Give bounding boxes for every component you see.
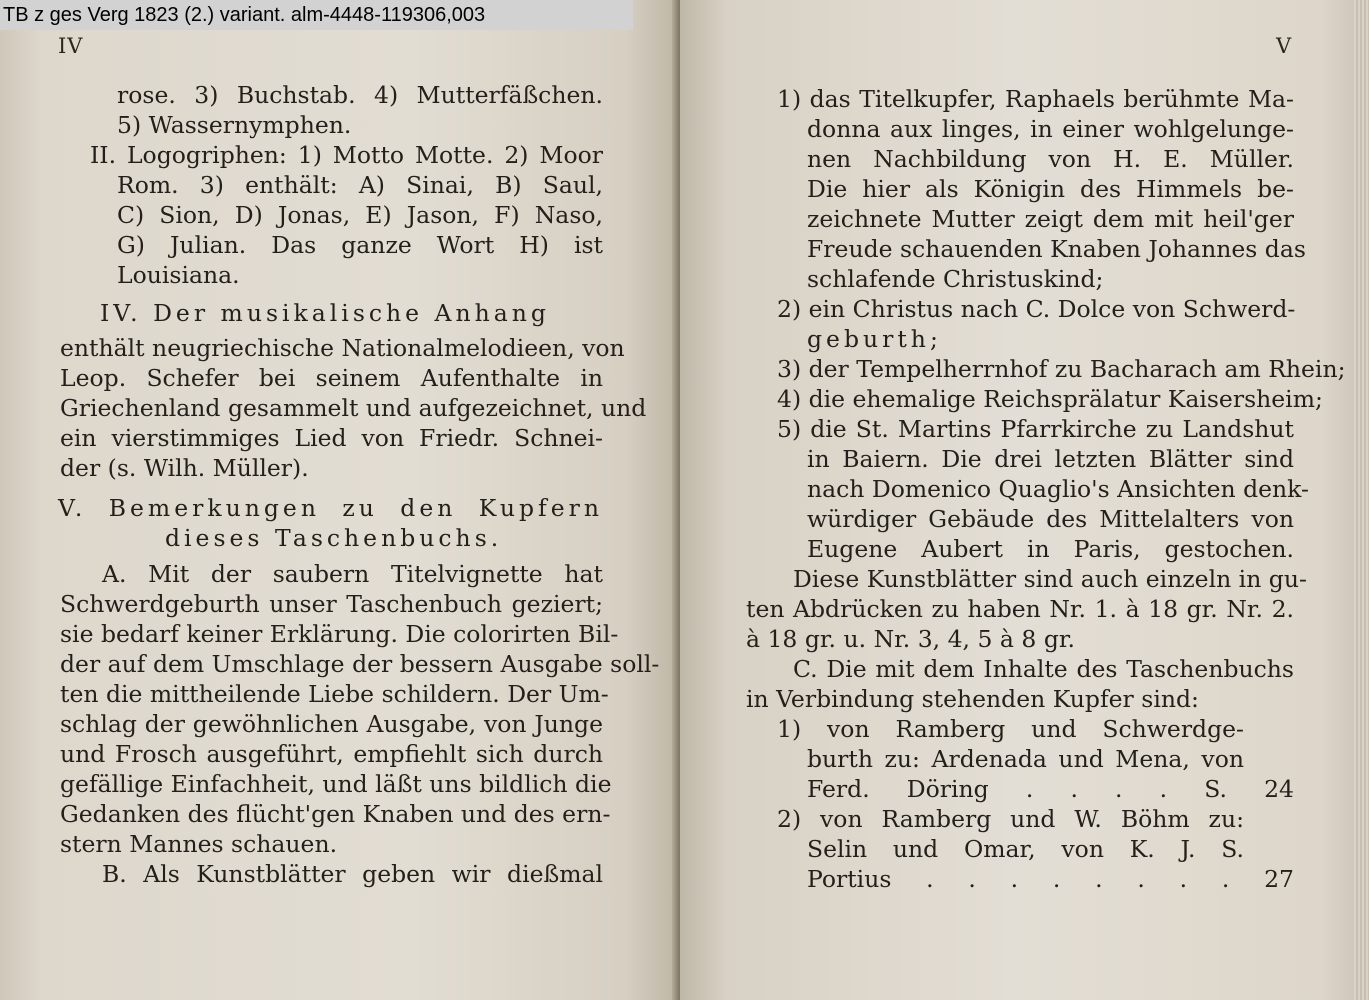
image-caption: TB z ges Verg 1823 (2.) variant. alm-4448-119306,003 bbox=[0, 0, 633, 30]
text-line: in Verbindung stehenden Kupfer sind: bbox=[746, 685, 1199, 713]
text-line: schlafende Christuskind; bbox=[807, 265, 1104, 293]
text-line: Leop. Schefer bei seinem Aufenthalte in bbox=[60, 364, 603, 392]
text-line: Ferd. Döring . . . . S. 24 bbox=[807, 775, 1294, 803]
text-line: 2) von Ramberg und W. Böhm zu: bbox=[777, 805, 1244, 833]
text-line: II. Logogriphen: 1) Motto Motte. 2) Moor bbox=[90, 141, 603, 169]
text-line: schlag der gewöhnlichen Ausgabe, von Junge bbox=[60, 710, 603, 738]
text-line: donna aux linges, in einer wohlgelunge- bbox=[807, 115, 1294, 143]
page-edges bbox=[1354, 0, 1369, 1000]
text-line: Rom. 3) enthält: A) Sinai, B) Saul, bbox=[117, 171, 603, 199]
text-line: Diese Kunstblätter sind auch einzeln in gu- bbox=[793, 565, 1307, 593]
text-line: würdiger Gebäude des Mittelalters von bbox=[807, 505, 1294, 533]
text-line: C) Sion, D) Jonas, E) Jason, F) Naso, bbox=[117, 201, 603, 229]
section-heading: V. Bemerkungen zu den Kupfern bbox=[58, 494, 603, 522]
text-line: 1) das Titelkupfer, Raphaels berühmte Ma- bbox=[777, 85, 1294, 113]
text-line: Gedanken des flücht'gen Knaben und des ern- bbox=[60, 800, 611, 828]
text-line: B. Als Kunstblätter geben wir dießmal bbox=[102, 860, 603, 888]
text-line: der auf dem Umschlage der bessern Ausgabe soll- bbox=[60, 650, 660, 678]
text-line: zeichnete Mutter zeigt dem mit heil'ger bbox=[807, 205, 1294, 233]
text-line: C. Die mit dem Inhalte des Taschenbuchs bbox=[793, 655, 1294, 683]
text-line: 5) Wassernymphen. bbox=[117, 111, 352, 139]
text-line: gefällige Einfachheit, und läßt uns bildlich die bbox=[60, 770, 612, 798]
text-line: und Frosch ausgeführt, empfiehlt sich durch bbox=[60, 740, 603, 768]
text-line: ein vierstimmiges Lied von Friedr. Schnei- bbox=[60, 424, 603, 452]
text-line: enthält neugriechische Nationalmelodieen, von bbox=[60, 334, 625, 362]
text-line: Freude schauenden Knaben Johannes das bbox=[807, 235, 1306, 263]
text-line: rose. 3) Buchstab. 4) Mutterfäßchen. bbox=[117, 81, 603, 109]
text-line: Eugene Aubert in Paris, gestochen. bbox=[807, 535, 1294, 563]
text-line: Schwerdgeburth unser Taschenbuch geziert; bbox=[60, 590, 603, 618]
text-line: nen Nachbildung von H. E. Müller. bbox=[807, 145, 1294, 173]
text-line: Portius . . . . . . . . 27 bbox=[807, 865, 1294, 893]
left-page bbox=[0, 0, 680, 1000]
text-line: in Baiern. Die drei letzten Blätter sind bbox=[807, 445, 1294, 473]
text-line: Selin und Omar, von K. J. S. bbox=[807, 835, 1244, 863]
page-number: V bbox=[1276, 34, 1293, 58]
text-line: 2) ein Christus nach C. Dolce von Schwerd- bbox=[777, 295, 1296, 323]
text-line: A. Mit der saubern Titelvignette hat bbox=[102, 560, 603, 588]
text-line: 1) von Ramberg und Schwerdge- bbox=[777, 715, 1244, 743]
text-line: sie bedarf keiner Erklärung. Die colorirten Bil- bbox=[60, 620, 619, 648]
text-line: 3) der Tempelherrnhof zu Bacharach am Rhein; bbox=[777, 355, 1346, 383]
page-number: IV bbox=[58, 34, 84, 58]
text-line: Louisiana. bbox=[117, 261, 240, 289]
text-line: Griechenland gesammelt und aufgezeichnet, und bbox=[60, 394, 647, 422]
text-line: 5) die St. Martins Pfarrkirche zu Landshut bbox=[777, 415, 1294, 443]
text-line: burth zu: Ardenada und Mena, von bbox=[807, 745, 1244, 773]
text-line: nach Domenico Quaglio's Ansichten denk- bbox=[807, 475, 1309, 503]
text-line: der (s. Wilh. Müller). bbox=[60, 454, 309, 482]
section-heading: IV. Der musikalische Anhang bbox=[100, 299, 550, 327]
text-line: 4) die ehemalige Reichsprälatur Kaisersheim; bbox=[777, 385, 1323, 413]
text-line: geburth; bbox=[807, 325, 942, 353]
right-page bbox=[680, 0, 1354, 1000]
text-line: à 18 gr. u. Nr. 3, 4, 5 à 8 gr. bbox=[746, 625, 1075, 653]
text-line: Die hier als Königin des Himmels be- bbox=[807, 175, 1294, 203]
text-line: ten die mittheilende Liebe schildern. Der Um- bbox=[60, 680, 609, 708]
text-line: G) Julian. Das ganze Wort H) ist bbox=[117, 231, 603, 259]
text-line: stern Mannes schauen. bbox=[60, 830, 338, 858]
text-line: ten Abdrücken zu haben Nr. 1. à 18 gr. Nr. 2. bbox=[746, 595, 1294, 623]
section-heading: dieses Taschenbuchs. bbox=[165, 524, 503, 552]
